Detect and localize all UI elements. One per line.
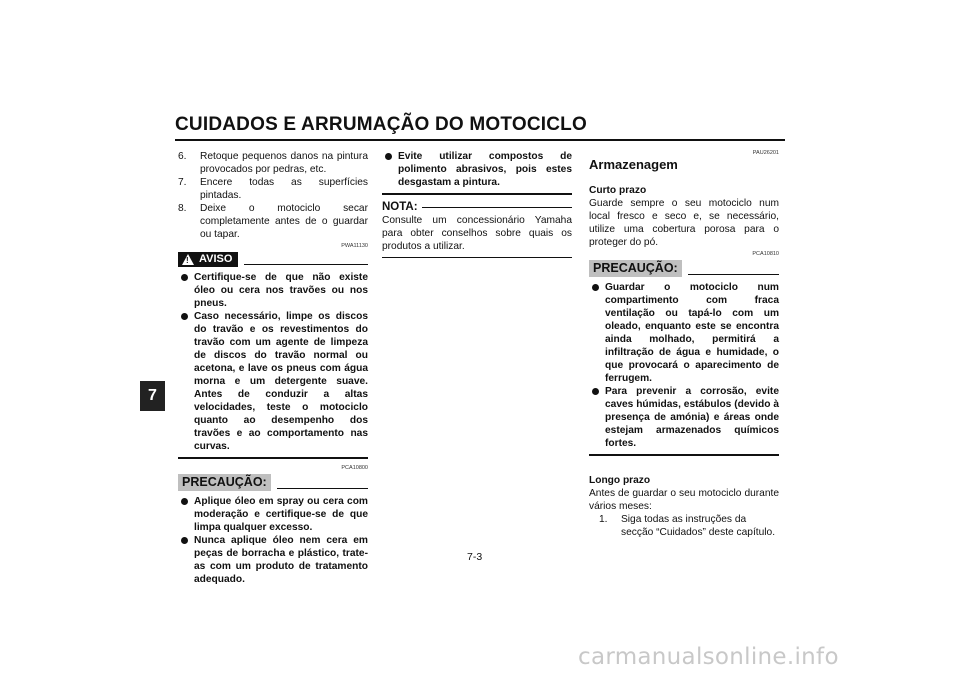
title-rule (175, 139, 785, 141)
bullet-icon (181, 313, 188, 320)
chapter-tab: 7 (140, 381, 165, 411)
caution-end-rule (382, 193, 572, 195)
short-term-text: Guarde sempre o seu motociclo num local fresco e seco e, se necessário, utilize uma cobertura porosa para o proteger do pó. (589, 198, 779, 248)
note-end-rule (382, 257, 572, 258)
page-number: 7-3 (467, 551, 483, 563)
warning-bullet: Caso necessário, limpe os discos do travão e os revestimentos do travão com um agente de limpeza de discos do travão normal ou acetona, e lave os pneus com água morna e um detergente suave. Antes de conduzir a altas velocidades, teste o motociclo quanto ao desempenho dos travões e ao comportamento nas curvas. (181, 310, 368, 453)
caution-badge: PRECAUÇÃO: (178, 474, 271, 491)
caution-bullet: Aplique óleo em spray ou cera com moderação e certifique-se de que limpa qualquer excesso. (181, 495, 368, 534)
warning-triangle-icon: ! (182, 254, 194, 265)
note-text: Consulte um concessionário Yamaha para obter conselhos sobre quais os produtos a utilizar. (382, 215, 572, 252)
step-number: 1. (599, 514, 608, 525)
step-text: Encere todas as superfícies pintadas. (200, 177, 368, 201)
step-text: Retoque pequenos danos na pintura provocados por pedras, etc. (200, 151, 368, 175)
caution-bullet: Nunca aplique óleo nem cera em peças de borracha e plástico, trate-as com um produto de tratamento adequado. (181, 534, 368, 586)
bullet-icon (385, 153, 392, 160)
step-number: 6. (178, 151, 187, 162)
caution-code: PCA10810 (752, 251, 779, 257)
bullet-icon (592, 284, 599, 291)
warning-badge (178, 252, 238, 267)
caution-code: PCA10800 (341, 465, 368, 471)
short-term-title: Curto prazo (589, 185, 647, 196)
header-rule (277, 488, 368, 489)
step-number: 7. (178, 177, 187, 188)
long-term-text: Antes de guardar o seu motociclo durante vários meses: (589, 488, 779, 512)
step-number: 8. (178, 203, 187, 214)
column-2 (382, 150, 572, 258)
header-rule (688, 274, 779, 275)
bullet-icon (181, 498, 188, 505)
caution-header (178, 474, 368, 491)
caution-header (589, 260, 779, 277)
section-code: PAU26201 (752, 150, 779, 156)
caution-badge: PRECAUÇÃO: (589, 260, 682, 277)
bullet-icon (181, 537, 188, 544)
caution-end-rule (589, 454, 779, 456)
watermark: carmanualsonline.info (578, 644, 839, 670)
long-term-title: Longo prazo (589, 475, 651, 486)
caution-bullet: Para prevenir a corrosão, evite caves húmidas, estábulos (devido à presença de amónia) e áreas onde estejam armazenados químicos fortes. (592, 385, 779, 450)
warning-header (178, 252, 368, 267)
warning-code: PWA11130 (341, 243, 368, 249)
warning-end-rule (178, 457, 368, 459)
step-text: Deixe o motociclo secar completamente antes de o guardar ou tapar. (200, 203, 368, 240)
note-header (382, 201, 572, 214)
warning-label: AVISO (199, 253, 233, 265)
header-rule (422, 207, 572, 208)
step-item (178, 150, 368, 176)
warning-bullet: Certifique-se de que não existe óleo ou cera nos travões ou nos pneus. (181, 271, 368, 310)
step-text: Siga todas as instruções da secção “Cuidados” deste capítulo. (621, 514, 776, 538)
bullet-icon (592, 388, 599, 395)
section-title: Armazenagem (589, 157, 678, 172)
bullet-icon (181, 274, 188, 281)
step-item (599, 513, 779, 539)
step-item (178, 202, 368, 241)
column-3 (589, 150, 779, 539)
caution-bullet: Guardar o motociclo num compartimento com fraca ventilação ou tapá-lo com um oleado, enquanto este se encontra ainda molhado, permitirá a infiltração de água e humidade, o que provocará o aparecimento de ferrugem. (592, 281, 779, 385)
step-item (178, 176, 368, 202)
caution-bullet: Evite utilizar compostos de polimento abrasivos, pois estes desgastam a pintura. (385, 150, 572, 189)
column-1 (178, 150, 368, 586)
note-label: NOTA: (382, 201, 418, 213)
page-title: CUIDADOS E ARRUMAÇÃO DO MOTOCICLO (175, 114, 587, 135)
header-rule (244, 264, 368, 265)
